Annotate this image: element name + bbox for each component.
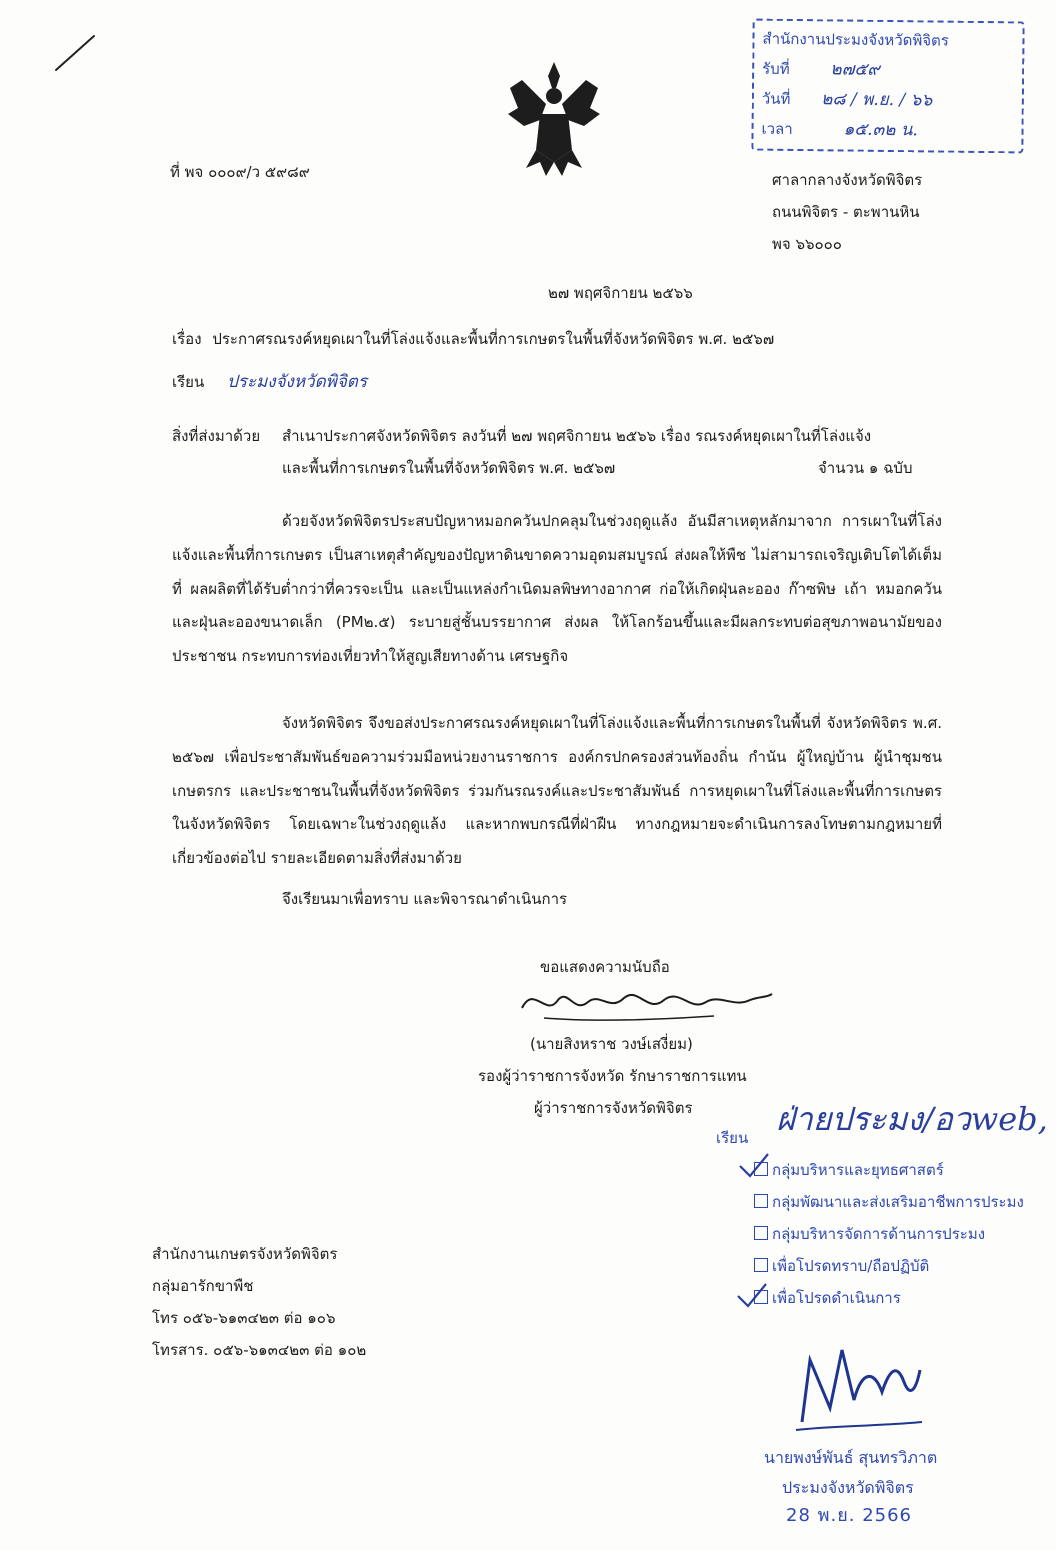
- footer-group: กลุ่มอารักขาพืช: [152, 1277, 254, 1295]
- stamp-receipt-no: ๒๗๕๙: [830, 59, 880, 80]
- margin-mark: [52, 30, 98, 76]
- stamp-office: สำนักงานประมงจังหวัดพิจิตร: [762, 29, 949, 50]
- footer-fax: โทรสาร. ๐๕๖-๖๑๓๔๒๓ ต่อ ๑๐๒: [152, 1341, 367, 1359]
- signer-name: (นายสิงหราช วงษ์เสงี่ยม): [530, 1035, 693, 1053]
- subject-line: [172, 329, 774, 349]
- stamp-date: ๒๘ / พ.ย. / ๖๖: [821, 89, 933, 111]
- checkbox-icon: [754, 1258, 768, 1272]
- checkbox-icon: [754, 1226, 768, 1240]
- signer-position-1: รองผู้ว่าราชการจังหวัด รักษาราชการแทน: [478, 1067, 747, 1085]
- address-line-3: พจ ๖๖๐๐๐: [772, 235, 842, 253]
- subject-text: ประกาศรณรงค์หยุดเผาในที่โล่งแจ้งและพื้นที่การเกษตรในพื้นที่จังหวัดพิจิตร พ.ศ. ๒๕๖๗: [212, 330, 775, 348]
- receipt-stamp: [751, 19, 1024, 154]
- regards: ขอแสดงความนับถือ: [540, 958, 670, 976]
- routing-handwritten: ฝ่ายประมง/อวweb,: [776, 1100, 1048, 1138]
- garuda-emblem-icon: [500, 58, 608, 182]
- enclosure-label: สิ่งที่ส่งมาด้วย: [172, 427, 261, 445]
- stamp-receipt-label: รับที่: [762, 59, 790, 78]
- stamp-date-label: วันที่: [761, 89, 791, 108]
- signature-image: [514, 978, 776, 1026]
- closing-line: จึงเรียนมาเพื่อทราบ และพิจารณาดำเนินการ: [282, 890, 568, 908]
- subject-label: เรื่อง: [172, 330, 202, 348]
- routing-option-5: เพื่อโปรดดำเนินการ: [754, 1288, 901, 1308]
- routing-date-stamp: 28 พ.ย. 2566: [786, 1505, 913, 1526]
- checkbox-icon: [754, 1194, 768, 1208]
- routing-option-1: กลุ่มบริหารและยุทธศาสตร์: [754, 1160, 944, 1180]
- checkmark-icon: [734, 1280, 768, 1310]
- letter-date: ๒๗ พฤศจิกายน ๒๕๖๖: [548, 284, 693, 302]
- routing-option-2: กลุ่มพัฒนาและส่งเสริมอาชีพการประมง: [754, 1192, 1024, 1212]
- body-paragraph-1: ด้วยจังหวัดพิจิตรประสบปัญหาหมอกควันปกคลุมในช่วงฤดูแล้ง อันมีสาเหตุหลักมาจาก การเผาในที่โล่งแจ้งและพื้นที่การเกษตร เป็นสาเหตุสำคัญของปัญหาดินขาดความอุดมสมบูรณ์ ส่งผลให้พืช ไม่สามารถเจริญเติบโตได้เต็มที่ ผลผลิตที่ได้รับต่ำกว่าที่ควรจะเป็น และเป็นแหล่งกำเนิดมลพิษทางอากาศ ก่อให้เกิดฝุ่นละออง ก๊าซพิษ เถ้า หมอกควัน และฝุ่นละอองขนาดเล็ก (PM๒.๕) ระบายสู่ชั้นบรรยากาศ ส่งผล ให้โลกร้อนขึ้นและมีผลกระทบต่อสุขภาพอนามัยของประชาชน กระทบการท่องเที่ยวทำให้สูญเสียทางด้าน เศรษฐกิจ: [172, 512, 942, 666]
- signer-position-2: ผู้ว่าราชการจังหวัดพิจิตร: [534, 1099, 693, 1117]
- routing-to-label: เรียน: [716, 1129, 749, 1147]
- address-line-1: ศาลากลางจังหวัดพิจิตร: [772, 171, 923, 189]
- stamp-time: ๑๕.๓๒ น.: [843, 119, 918, 141]
- routing-signature-image: [790, 1330, 930, 1440]
- enclosure-line-1: สำเนาประกาศจังหวัดพิจิตร ลงวันที่ ๒๗ พฤศจิกายน ๒๕๖๖ เรื่อง รณรงค์หยุดเผาในที่โล่งแจ้ง: [282, 427, 872, 445]
- body-paragraph-2: จังหวัดพิจิตร จึงขอส่งประกาศรณรงค์หยุดเผาในที่โล่งแจ้งและพื้นที่การเกษตรในพื้นที่ จังหวัดพิจิตร พ.ศ. ๒๕๖๗ เพื่อประชาสัมพันธ์ขอความร่วมมือหน่วยงานราชการ องค์กรปกครองส่วนท้องถิ่น กำนัน ผู้ใหญ่บ้าน ผู้นำชุมชน เกษตรกร และประชาชนในพื้นที่จังหวัดพิจิตร ร่วมกันรณรงค์และประชาสัมพันธ์ การหยุดเผาในที่โล่งและพื้นที่การเกษตรในจังหวัดพิจิตร โดยเฉพาะในช่วงฤดูแล้ง และหากพบกรณีที่ฝ่าฝืน ทางกฎหมายจะดำเนินการลงโทษตามกฎหมายที่เกี่ยวข้องต่อไป รายละเอียดตามสิ่งที่ส่งมาด้วย: [172, 714, 942, 868]
- address-line-2: ถนนพิจิตร - ตะพานหิน: [772, 203, 920, 221]
- checkmark-icon: [736, 1150, 770, 1180]
- stamp-time-label: เวลา: [761, 119, 793, 139]
- enclosure-line-2: และพื้นที่การเกษตรในพื้นที่จังหวัดพิจิตร พ.ศ. ๒๕๖๗: [282, 459, 616, 477]
- to-label: เรียน: [172, 373, 205, 391]
- enclosure-count: จำนวน ๑ ฉบับ: [818, 459, 913, 477]
- routing-option-4: เพื่อโปรดทราบ/ถือปฏิบัติ: [754, 1256, 929, 1276]
- routing-signer-position: ประมงจังหวัดพิจิตร: [782, 1478, 914, 1497]
- footer-phone: โทร ๐๕๖-๖๑๓๔๒๓ ต่อ ๑๐๖: [152, 1309, 336, 1327]
- routing-signer-name: นายพงษ์พันธ์ สุนทรวิภาต: [764, 1448, 938, 1467]
- to-text: ประมงจังหวัดพิจิตร: [227, 372, 367, 392]
- routing-option-3: กลุ่มบริหารจัดการด้านการประมง: [754, 1224, 985, 1244]
- footer-office: สำนักงานเกษตรจังหวัดพิจิตร: [152, 1245, 338, 1263]
- doc-number: ที่ พจ ๐๐๐๙/ว ๕๙๘๙: [170, 163, 310, 181]
- recipient-line: [172, 372, 367, 392]
